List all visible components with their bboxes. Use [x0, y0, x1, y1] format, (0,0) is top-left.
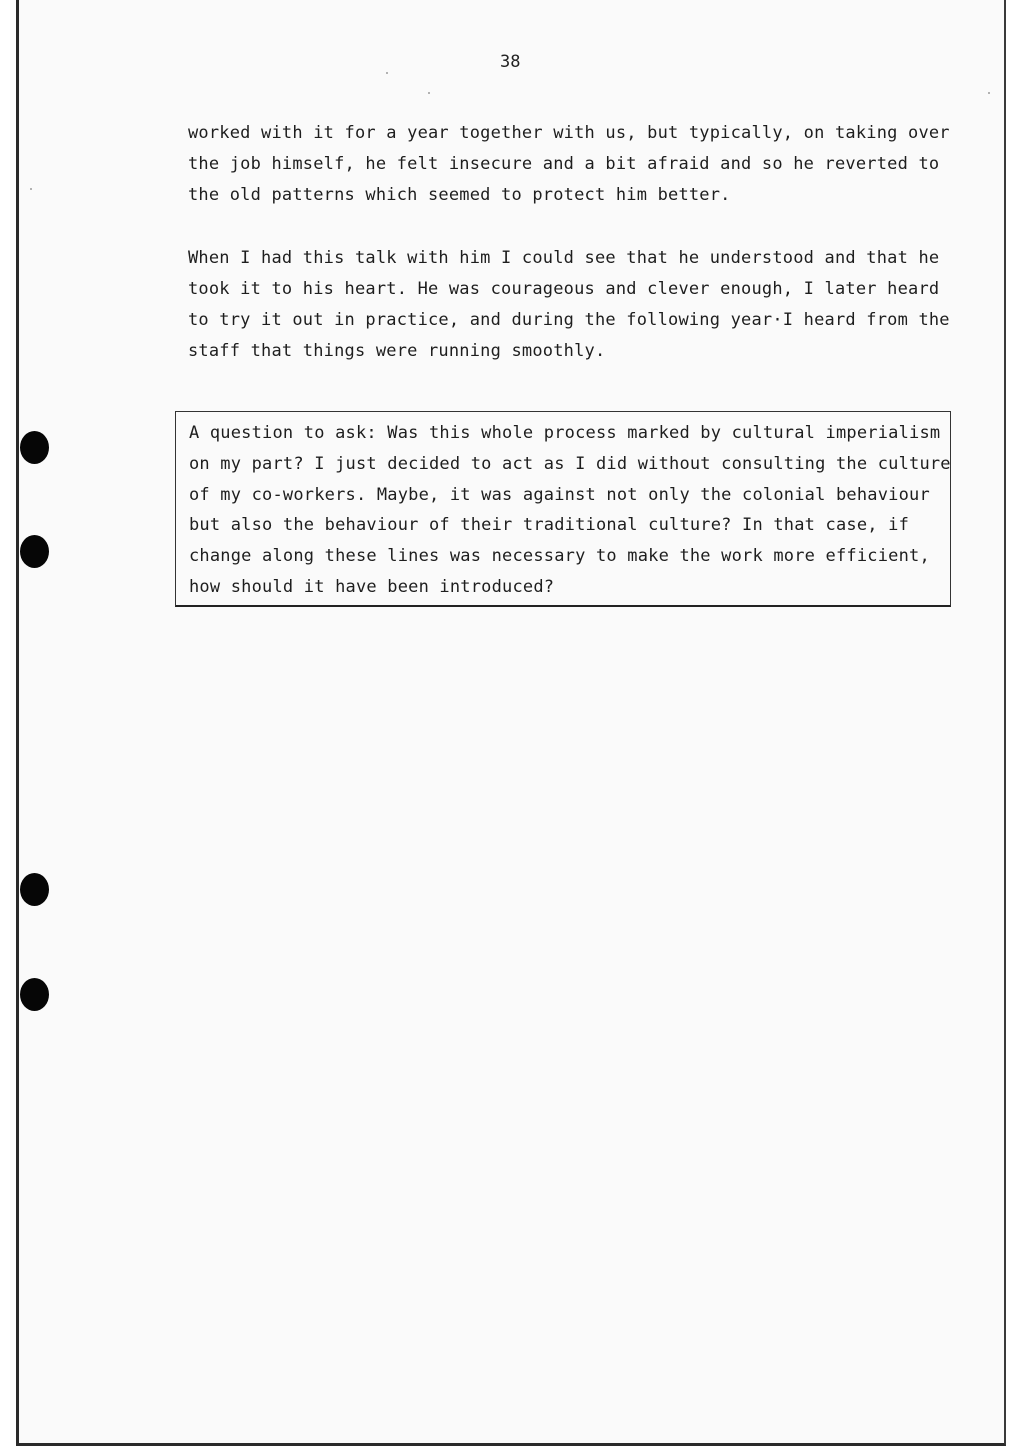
paragraph [188, 243, 958, 367]
punch-hole [20, 873, 49, 906]
page-number: 38 [500, 52, 521, 72]
question-text [189, 418, 951, 603]
text-line: When I had this talk with him I could see that he understood and that he [188, 248, 940, 268]
text-line: but also the behaviour of their traditional culture? In that case, if [189, 515, 910, 536]
paragraph [188, 118, 958, 211]
punch-hole [20, 978, 49, 1011]
text-line: of my co-workers. Maybe, it was against not only the colonial behaviour [189, 484, 930, 505]
text-line: A question to ask: Was this whole process marked by cultural imperialism [189, 423, 941, 443]
text-line: to try it out in practice, and during the following year·I heard from the [188, 310, 950, 330]
text-line: how should it have been introduced? [189, 576, 555, 597]
text-line: took it to his heart. He was courageous and clever enough, I later heard [188, 279, 940, 299]
scan-speck [386, 72, 388, 74]
scan-speck [30, 188, 32, 190]
scan-speck [988, 92, 990, 94]
text-line: on my part? I just decided to act as I did without consulting the culture [189, 453, 951, 474]
punch-hole [20, 431, 49, 464]
punch-hole [20, 535, 49, 568]
text-line: change along these lines was necessary to make the work more efficient, [189, 546, 930, 567]
text-line: worked with it for a year together with us, but typically, on taking over [188, 123, 950, 143]
text-line: the old patterns which seemed to protect him better. [188, 185, 731, 205]
text-line: staff that things were running smoothly. [188, 341, 606, 361]
question-box [175, 411, 951, 607]
text-line: the job himself, he felt insecure and a bit afraid and so he reverted to [188, 154, 940, 174]
scanned-page [16, 0, 1006, 1446]
scan-speck [428, 92, 430, 94]
